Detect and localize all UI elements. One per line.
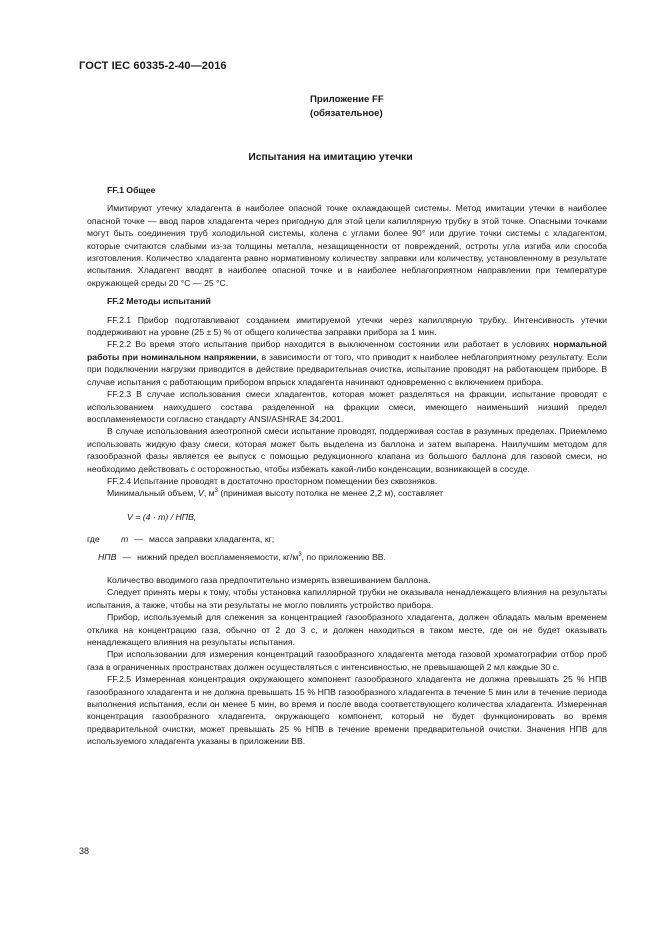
- min-volume-text: Минимальный объем, V, $м^3$ (принимая высоту потолка не менее 2,2 м), составляет: [107, 488, 444, 499]
- page-number: 38: [79, 846, 90, 856]
- emphasis-normal-operation: нормальной работы при номинальном напряжении: [87, 339, 607, 362]
- para-monitor-device: Прибор, используемый для слежения за концентрацией газообразного хладагента, должен обладать малым временем отклика на концентрацию газа, обычно от 2 до 3 с, и должен находиться в таком месте, где он не будет оказывать ненадлежащего влияния на результаты испытания.: [87, 612, 607, 647]
- section-ff1-text: Имитируют утечку хладагента в наиболее опасной точке охлаждающей системы. Метод имитации утечки в наиболее опасной точке — ввод паров хладагента через пригодную для этой цели капиллярную трубку в этой точке. Опасными точками могут быть соединения труб холодильной системы, колена с углами более 90° или другие точки системы с хладагентом, которые считаются слабыми из-за толщины металла, незащищенности от повреждений, остроты угла изгиба или способа изготовления. Количество хладагента равно нормативному количеству заправки или количеству, установленному в результате испытания. Хладагент вводят в наиболее опасной точке и в наиболее неблагоприятном направлении при температуре окружающей среды 20 °С — 25 °С.: [87, 203, 607, 288]
- annex-heading: [310, 93, 384, 121]
- clause-ff22: FF.2.2 Во время этого испытания прибор находится в выключенном состоянии или работает в условиях нормальной работы при номинальном напряжении, в зависимости от того, что приводит к наиболее неблагоприятному результату. Если при подключении нагрузки приводится в действие предварительная очистка, испытание проводят на работающем приборе. В случае испытания с работающим прибором впрыск хладагента начинают одновременно с включением прибора.: [87, 339, 607, 387]
- formula-definitions: [87, 533, 607, 563]
- para-weighing: Количество вводимого газа предпочтительно измерять взвешиванием баллона.: [107, 574, 431, 585]
- annex-title: Испытания на имитацию утечки: [248, 152, 413, 163]
- definition-m: где m — масса заправки хладагента, кг;: [87, 534, 275, 545]
- para-chromatography: При использовании для измерения концентраций газообразного хладагента метода газовой хроматографии отбор проб газа в ограниченных пространствах должен осуществляться с интенсивностью, не превышающей 2 мл каждые 30 с.: [87, 649, 607, 672]
- document-body: [87, 184, 607, 748]
- clause-ff24: FF.2.4 Испытание проводят в достаточно просторном помещении без сквозняков.: [107, 475, 438, 486]
- para-capillary: Следует принять меры к тому, чтобы установка капиллярной трубки не оказывала ненадлежащего влияния на результаты испытания, а также, чтобы на эти результаты не могло повлиять устройство прибора.: [87, 587, 607, 610]
- section-ff2-heading: FF.2 Методы испытаний: [107, 296, 211, 307]
- definition-npv: НПВ — нижний предел воспламеняемости, $кг/м^3$, по приложению ВВ.: [98, 551, 386, 562]
- volume-formula: V = (4 · m) / НПВ,: [127, 511, 197, 522]
- where-label: где: [87, 534, 100, 545]
- clause-ff23: FF.2.3 В случае использования смеси хладагентов, которая может разделяться на фракции, испытание проводят с использованием наихудшего состава разделенной на фракции смеси, имеющего наименьший низший предел воспламеняемости согласно стандарту ANSI/ASHRAE 34:2001.: [87, 389, 607, 424]
- section-ff1-heading: FF.1 Общее: [107, 185, 156, 195]
- clause-ff23-azeotrope: В случае использования азеотропной смеси испытание проводят, поддерживая состав в разумных пределах. Приемлемо использовать жидкую фазу смеси, которая может быть выделена из баллона и затем выпарена. Наилучшим методом для газообразной фазы является ее выпуск с помощью редукционного клапана из большого баллона для газовой смеси, но необходимо действовать с осторожностью, чтобы избежать какой-либо конденсации, возникающей в сосуде.: [87, 426, 607, 474]
- clause-ff21: FF.2.1 Прибор подготавливают созданием имитируемой утечки через капиллярную трубку. Интенсивность утечки поддерживают на уровне (25 ± 5) % от общего количества заправки прибора за 1 мин.: [87, 314, 607, 338]
- standard-header: ГОСТ IEC 60335-2-40—2016: [79, 60, 227, 72]
- annex-label: Приложение FF: [310, 94, 384, 105]
- annex-status: (обязательное): [310, 108, 383, 119]
- clause-ff25: FF.2.5 Измеренная концентрация окружающего компонент газообразного хладагента не должна превышать 25 % НПВ газообразного хладагента и не должна превышать 15 % НПВ газообразного хладагента в течение 5 мин или в течение периода выполнения испытания, если он менее 5 мин, во время и после ввода соответствующего количества хладагента. Измеренная концентрация газообразного хладагента, окружающего компонент, который не будет функционировать во время предварительной очистки, может превышать 25 % НПВ в течение времени предварительной очистки. Значения НПВ для используемого хладагента указаны в приложении ВВ.: [87, 674, 607, 747]
